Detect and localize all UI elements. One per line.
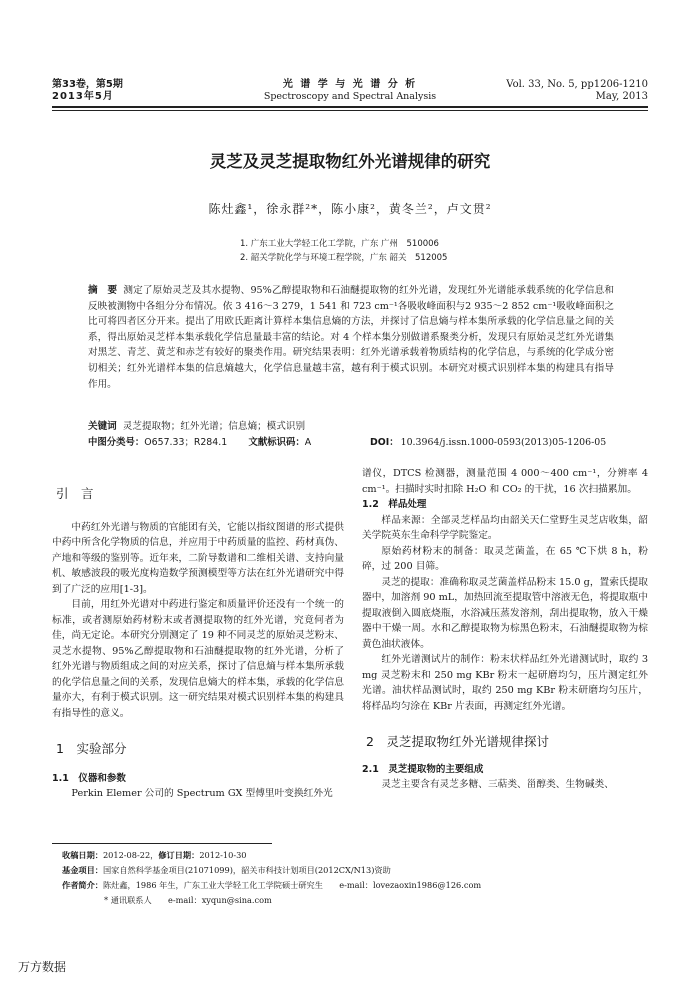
footnote-dates <box>62 848 247 863</box>
subsection-2-1-text: 灵芝主要含有灵芝多糖、三萜类、甾醇类、生物碱类、 <box>381 779 614 790</box>
abstract-label: 摘 要 <box>88 285 118 296</box>
doc-code-label: 文献标识码： <box>248 437 305 448</box>
clc-label: 中图分类号： <box>88 437 145 448</box>
accepted-date: 2012-10-30 <box>199 850 247 860</box>
extraction-method: 灵芝的提取：准确称取灵芝菌盖样品粉末 15.0 g，置索氏提取器中，加溶剂 90 mL，加热回流至提取管中溶液无色，将提取瓶中提取液倒入圆底烧瓶，水浴减压蒸发溶剂，刮出提取物，放入干燥器中干燥一周。水和乙醇提取物为棕黑色粉末，石油醚提取物为棕黄色油状液体。 <box>362 576 648 650</box>
intro-paragraph-2: 目前，用红外光谱对中药进行鉴定和质量评价还没有一个统一的标准，或者测原始药材粉末或者测提取物的红外光谱，究竟何者为佳，尚无定论。本研究分别测定了 19 种不同灵芝的原始灵芝粉末、灵芝水提物、95%乙醇提取物和石油醚提取物的红外光谱，分析了红外光谱与物质组成之间的对应关系，探讨了信息熵与样本集所承载的化学信息量之间的关系，发现信息熵大的样本集，承载的化学信息量亦大，有利于模式识别。这一研究结果对模式识别样本集的构建具有指导性的意义。 <box>52 599 344 719</box>
abstract-text: 测定了原始灵芝及其水提物、95%乙醇提取物和石油醚提取物的红外光谱，发现红外光谱能承载系统的化学信息和反映被测物中各组分分布情况。依 3 416～3 279，1 541 和 723 cm⁻¹各吸收峰面积与2 935～2 852 cm⁻¹吸收峰面积之比可将四者区分开来。提出了用欧氏距离计算样本集信息熵的方法，并探讨了信息熵与样本集所承载的化学信息量之间的关系，得出原始灵芝样本集承载化学信息量最丰富的结论。对 4 个样本集分别做谱系聚类分析，发现只有原始灵芝红外光谱集对黑芝、青芝、黄芝和赤芝有较好的聚类作用。研究结果表明：红外光谱承载着物质结构的化学信息，与系统的化学成分密切相关；红外光谱样本集的信息熵越大，化学信息量越丰富，越有利于模式识别。本研究对模式识别样本集的构建具有指导作用。 <box>88 285 615 390</box>
author-list: 陈灶鑫¹，徐永群²*，陈小康²，黄冬兰²，卢文贯² <box>208 202 492 216</box>
doc-code-value: A <box>304 437 312 448</box>
bio-label: 作者简介： <box>62 880 103 890</box>
sample-preparation: 红外光谱测试片的制作：粉末状样品红外光谱测试时，取约 3 mg 灵芝粉末和 250 mg KBr 粉末一起研磨均匀，压片测定红外光谱。油状样品测试时，取约 250 mg KBr 粉末研磨均匀压片，将样品均匀涂在 KBr 片表面，再测定红外光谱。 <box>362 654 648 712</box>
journal-volume-en <box>506 79 648 103</box>
section-1-heading: 1 实验部分 <box>56 741 127 756</box>
affiliation-1: 1. 广东工业大学轻工化工学院，广东 广州 510006 <box>240 239 439 249</box>
header-rule-thin <box>52 110 648 111</box>
keywords <box>88 419 305 434</box>
section-2-heading: 2 灵芝提取物红外光谱规律探讨 <box>366 734 549 749</box>
classification-row <box>88 435 311 450</box>
doi-value: 10.3964/j.issn.1000-0593(2013)05-1206-05 <box>400 437 607 448</box>
clc-value: O657.33；R284.1 <box>144 437 228 448</box>
footnote-author-bio <box>62 878 481 893</box>
accepted-label: 修订日期： <box>158 850 200 860</box>
received-date: 2012-08-22， <box>102 850 159 860</box>
instrument-continued: 谱仪，DTCS 检测器，测量范围 4 000～400 cm⁻¹，分辨率 4 cm⁻¹。扫描时实时扣除 H₂O 和 CO₂ 的干扰，16 次扫描累加。 <box>362 468 648 495</box>
powder-preparation: 原始药材粉末的制备：取灵芝菌盖，在 65 ℃下烘 8 h，粉碎，过 200 目筛。 <box>362 545 648 572</box>
volume-pages: Vol. 33, No. 5, pp1206-1210 <box>506 79 648 90</box>
intro-paragraph-1: 中药红外光谱与物质的官能团有关，它能以指纹图谱的形式提供中药中所含化学物质的信息，并应用于中药质量的监控、药材真伪、产地和等级的鉴别等。近年来，二阶导数谱和二维相关谱、支持向量机、敏感波段的吸光度构造数学预测模型等方法在红外光谱研究中得到了广泛的应用[1-3]。 <box>52 521 344 595</box>
abstract <box>88 283 614 392</box>
bio-text: 陈灶鑫，1986 年生，广东工业大学轻工化工学院硕士研究生 e-mail：lovezaoxin1986@126.com <box>102 880 482 890</box>
subsection-1-1-text: Perkin Elemer 公司的 Spectrum GX 型傅里叶变换红外光 <box>71 788 333 799</box>
footnote-rule <box>52 843 272 844</box>
affiliation-2: 2. 韶关学院化学与环境工程学院，广东 韶关 512005 <box>240 253 448 263</box>
journal-name-cn: 光 谱 学 与 光 谱 分 析 <box>282 79 418 90</box>
received-label: 收稿日期： <box>62 850 103 860</box>
doi-label: DOI： <box>370 437 399 448</box>
intro-heading: 引 言 <box>56 486 94 501</box>
subsection-2-1-heading: 2.1 灵芝提取物的主要组成 <box>362 763 484 775</box>
subsection-1-1-heading: 1.1 仪器和参数 <box>52 772 126 784</box>
sample-source: 样品来源：全部灵芝样品均由韶关天仁堂野生灵芝店收集，韶关学院英东生命科学学院鉴定。 <box>362 514 648 541</box>
left-column <box>52 484 344 802</box>
subsection-1-2-heading: 1.2 样品处理 <box>362 499 427 510</box>
footnote-correspondence: * 通讯联系人 e-mail：xyqun@sina.com <box>104 895 272 905</box>
footnote-fund <box>62 863 391 878</box>
volume-date: May, 2013 <box>595 91 648 102</box>
journal-issue <box>52 79 123 103</box>
journal-name-en: Spectroscopy and Spectral Analysis <box>263 91 437 102</box>
issue-date: 2013年5月 <box>52 91 114 102</box>
doi <box>370 435 606 450</box>
journal-name <box>220 79 480 103</box>
issue-volume: 第33卷，第5期 <box>52 79 123 90</box>
fund-text: 国家自然科学基金项目(21071099)，韶关市科技计划项目(2012CX/N13)资助 <box>102 865 391 875</box>
header-rule-thick <box>52 106 648 108</box>
fund-label: 基金项目： <box>62 865 103 875</box>
keywords-label: 关键词 <box>88 421 117 432</box>
keywords-text: 灵芝提取物；红外光谱；信息熵；模式识别 <box>122 421 306 432</box>
watermark: 万方数据 <box>18 960 67 974</box>
paper-title: 灵芝及灵芝提取物红外光谱规律的研究 <box>209 152 491 171</box>
right-column <box>362 466 648 793</box>
